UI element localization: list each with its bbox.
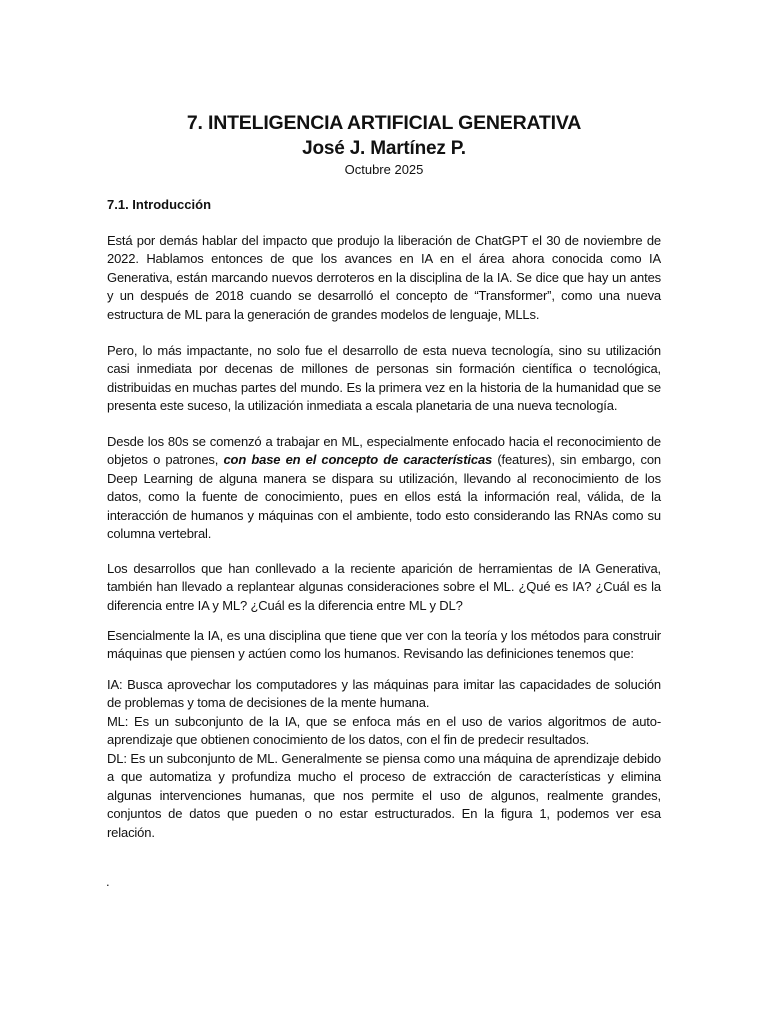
document-date: Octubre 2025 — [344, 162, 424, 177]
paragraph-ml-history-text-a: Desde los 80s se comenzó a trabajar en ML, especialmente enfocado hacia el reconocimiento de objetos o patrones, — [107, 434, 661, 468]
author-name: José J. Martínez P. — [302, 138, 466, 159]
definition-ia: IA: Busca aprovechar los computadores y las máquinas para imitar las capacidades de solución de problemas y toma de decisiones de la mente humana. — [107, 677, 661, 711]
section-heading: 7.1. Introducción — [107, 197, 212, 212]
paragraph-chatgpt-impact: Está por demás hablar del impacto que produjo la liberación de ChatGPT el 30 de noviembre de 2022. Hablamos entonces de que los avances en IA en el área ahora conocida como IA Generativa, están marcando nuevos derroteros en la disciplina de la IA. Se dice que hay un antes y un después de 2018 cuando se desarrolló el concepto de “Transformer”, como una nueva estructura de ML para la generación de grandes modelos de lenguaje, MLLs. — [107, 233, 661, 322]
definition-ml: ML: Es un subconjunto de la IA, que se enfoca más en el uso de varios algoritmos de auto-aprendizaje que obtienen conocimiento de los datos, con el fin de predecir resultados. — [107, 714, 661, 748]
document-title: 7. INTELIGENCIA ARTIFICIAL GENERATIVA — [186, 112, 582, 134]
paragraph-adoption: Pero, lo más impactante, no solo fue el desarrollo de esta nueva tecnología, sino su utilización casi inmediata por decenas de millones de personas sin formación científica o tecnológica, distribuidas en muchas partes del mundo. Es la primera vez en la historia de la humanidad que se presenta este suceso, la utilización inmediata a escala planetaria de una nueva tecnología. — [107, 343, 661, 414]
paragraph-ml-history — [107, 433, 661, 543]
paragraph-questions: Los desarrollos que han conllevado a la reciente aparición de herramientas de IA Generativa, también han llevado a replantear algunas consideraciones sobre el ML. ¿Qué es IA? ¿Cuál es la diferencia entre IA y ML? ¿Cuál es la diferencia entre ML y DL? — [107, 561, 661, 613]
definition-dl: DL: Es un subconjunto de ML. Generalmente se piensa como una máquina de aprendizaje debido a que automatiza y profundiza mucho el proceso de extracción de características y elimina algunas intervenciones humanas, que nos permite el uso de algunos, realmente grandes, conjuntos de datos que pueden o no estar estructurados. En la figura 1, podemos ver esa relación. — [107, 751, 661, 840]
paragraph-ml-history-text-b: (features), sin embargo, con Deep Learning de alguna manera se dispara su utilización, llevando al reconocimiento de los datos, como la fuente de conocimiento, pues en ellos está la información real, válida, de la interacción de humanos y máquinas con el ambiente, todo esto considerando las RNAs como su columna vertebral. — [107, 452, 661, 542]
trailing-period: . — [106, 874, 110, 889]
emphasis-features-concept: con base en el concepto de características — [223, 452, 493, 468]
paragraph-ia-essence: Esencialmente la IA, es una disciplina que tiene que ver con la teoría y los métodos para construir máquinas que piensen y actúen como los humanos. Revisando las definiciones tenemos que: — [107, 628, 661, 662]
